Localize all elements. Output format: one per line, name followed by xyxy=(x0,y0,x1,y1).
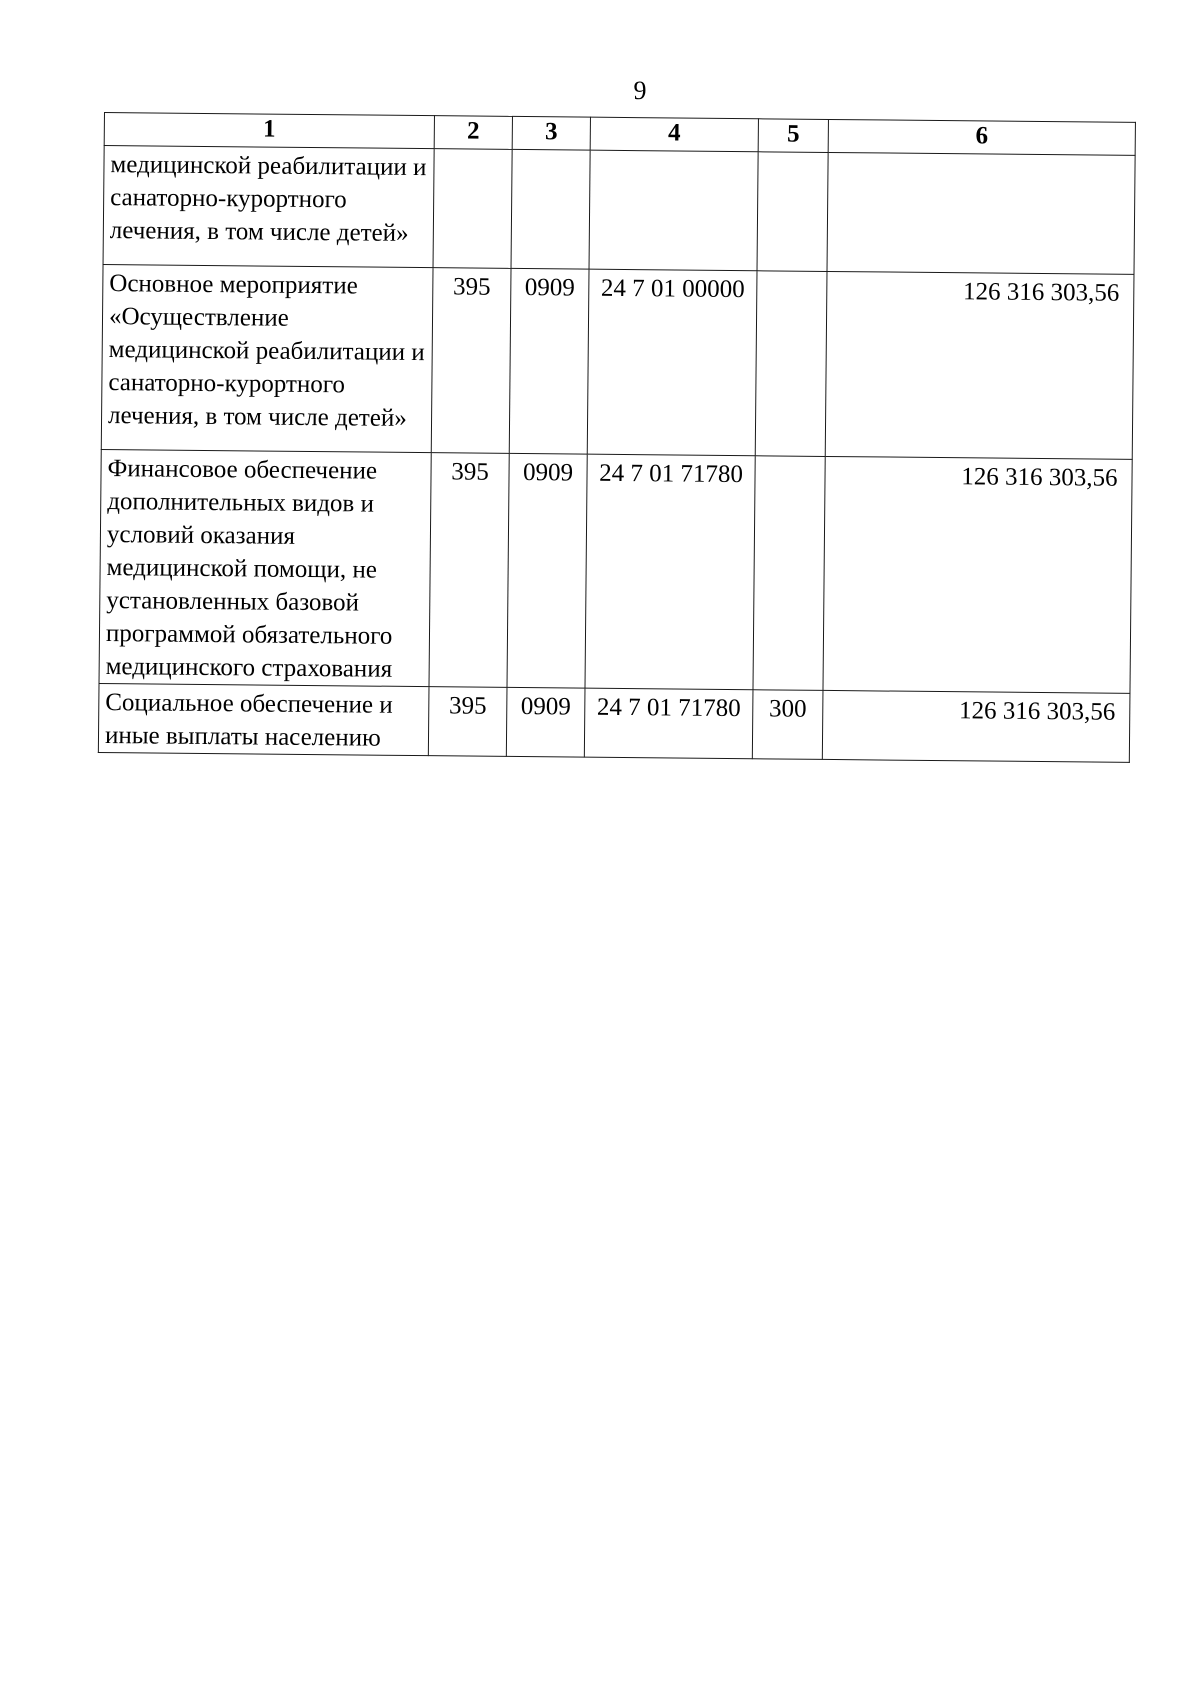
table-cell-name: Основное мероприятие «Осуществление медицинской реабилитации и санаторно-курортного лечения, в том числе детей» xyxy=(101,264,433,452)
table-row xyxy=(103,146,1135,275)
table-cell-name: медицинской реабилитации и санаторно-курортного лечения, в том числе детей» xyxy=(103,146,434,268)
table-cell-code xyxy=(511,149,590,269)
table-cell-code: 395 xyxy=(429,453,509,688)
column-header: 6 xyxy=(828,119,1135,155)
table-cell-name: Социальное обеспечение и иные выплаты населению xyxy=(98,683,429,755)
table-cell-code: 300 xyxy=(752,690,823,760)
table-cell-code xyxy=(433,149,512,269)
table-row xyxy=(101,264,1134,459)
column-header: 3 xyxy=(512,116,590,150)
table-cell-code: 395 xyxy=(431,268,511,454)
table-cell-amount: 126 316 303,56 xyxy=(822,690,1130,762)
table-cell-code xyxy=(589,150,758,271)
table-cell-amount: 126 316 303,56 xyxy=(823,456,1132,693)
table-cell-amount xyxy=(827,152,1135,274)
column-header: 5 xyxy=(758,119,828,153)
table-cell-code: 24 7 01 00000 xyxy=(587,269,757,456)
column-header: 2 xyxy=(434,116,512,150)
column-header: 4 xyxy=(590,117,758,152)
table-row xyxy=(98,683,1130,762)
table-row xyxy=(99,449,1132,693)
table-cell-code: 24 7 01 71780 xyxy=(585,454,755,690)
table-cell-code: 0909 xyxy=(509,268,589,454)
table-cell-code: 0909 xyxy=(506,687,585,757)
table-cell-code xyxy=(753,456,825,691)
page-number: 9 xyxy=(633,76,647,105)
table-cell-code: 395 xyxy=(428,687,507,757)
table-cell-code xyxy=(757,152,828,272)
table-cell-code: 24 7 01 71780 xyxy=(584,688,753,759)
table-cell-amount: 126 316 303,56 xyxy=(825,271,1134,459)
table-cell-code xyxy=(755,271,827,457)
column-header: 1 xyxy=(104,113,434,149)
table-cell-code: 0909 xyxy=(507,453,587,688)
budget-table xyxy=(98,112,1136,763)
table-cell-name: Финансовое обеспечение дополнительных видов и условий оказания медицинской помощи, не установленных базовой программой обязательного медицинского страхования xyxy=(99,449,431,686)
